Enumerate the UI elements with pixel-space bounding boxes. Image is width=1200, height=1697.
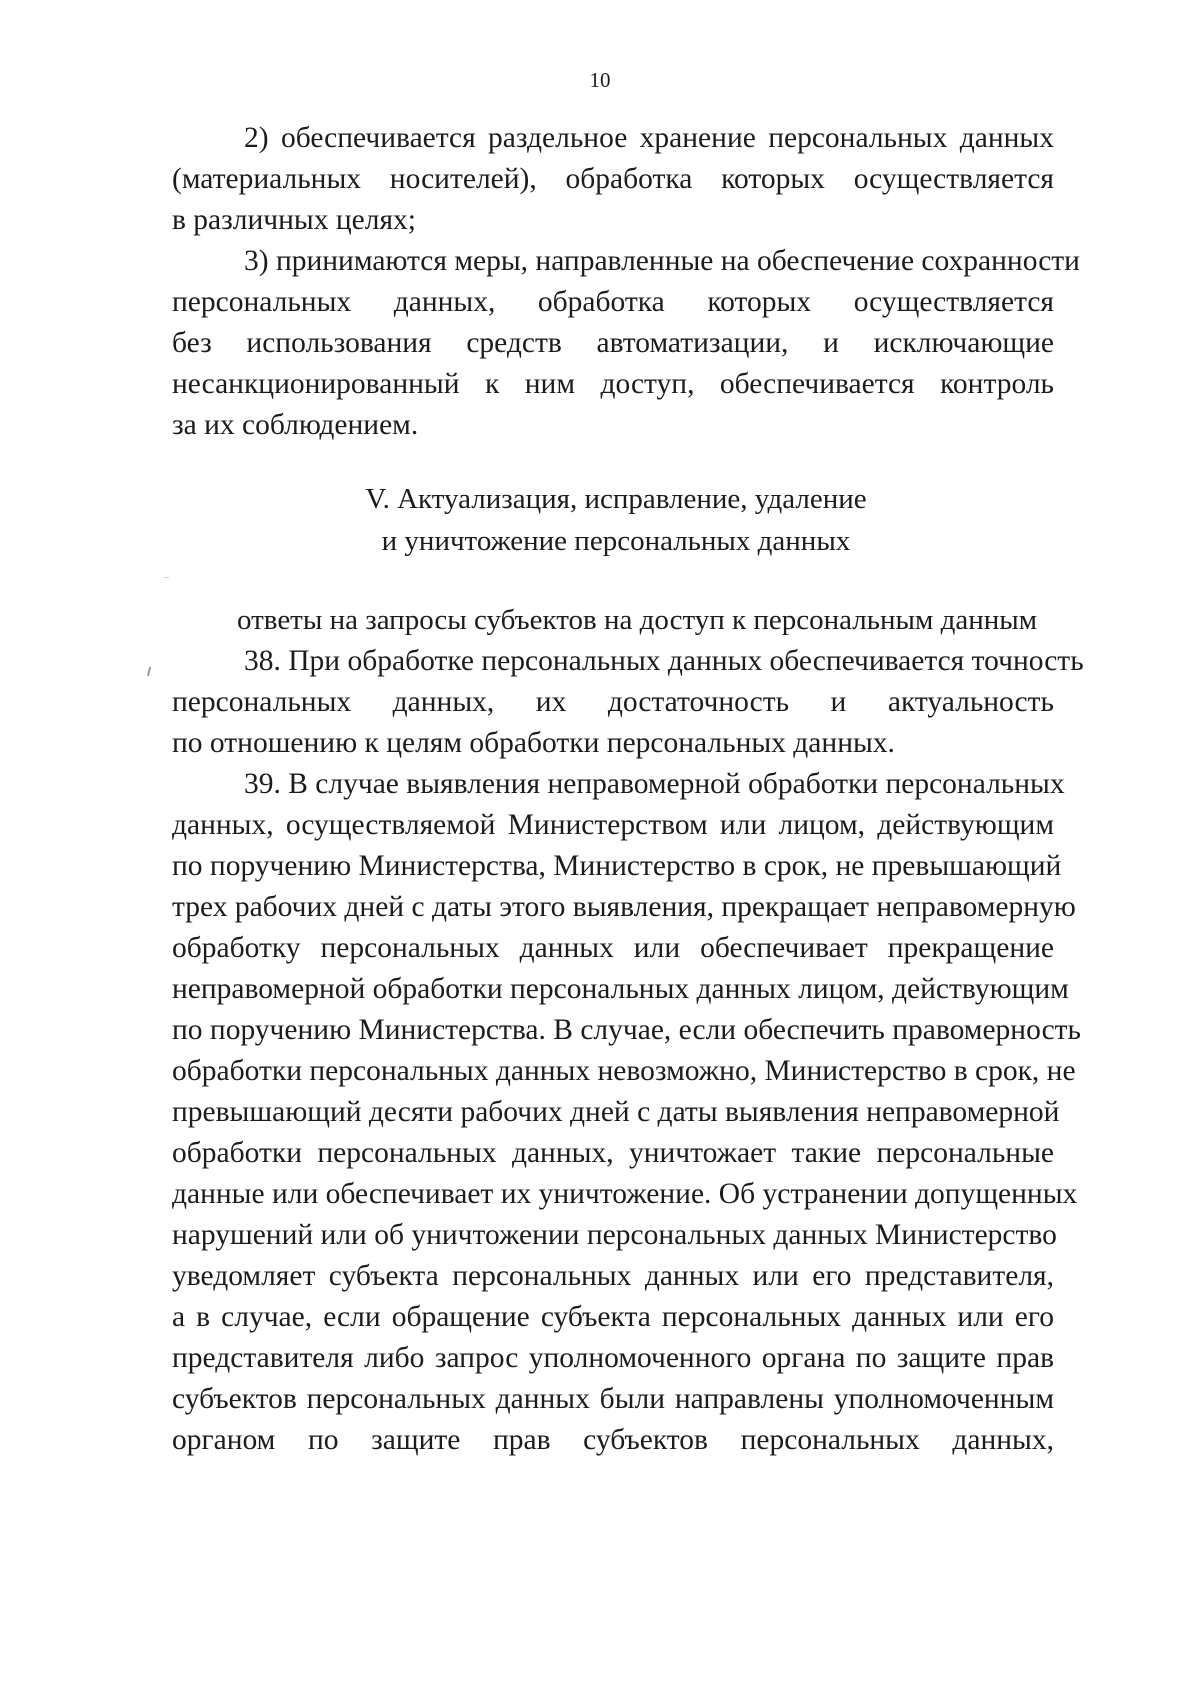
text-line: субъектов персональных данных были направлены уполномоченным	[172, 1383, 1054, 1415]
paragraph-39	[172, 764, 1082, 1461]
text-line: 3) принимаются меры, направленные на обеспечение сохранности	[244, 245, 1080, 277]
text-line: по поручению Министерства, Министерство в срок, не превышающий	[172, 850, 1062, 882]
text-line: данных, осуществляемой Министерством или лицом, действующим	[172, 809, 1054, 841]
text-line: 38. При обработке персональных данных обеспечивается точность	[244, 645, 1084, 677]
text-line: (материальных носителей), обработка которых осуществляется	[172, 163, 1054, 195]
text-line: несанкционированный к ним доступ, обеспечивается контроль	[172, 368, 1054, 400]
text-line: персональных данных, обработка которых осуществляется	[172, 286, 1054, 318]
section-heading	[0, 478, 1200, 562]
section-subheading: ответы на запросы субъектов на доступ к персональным данным	[237, 604, 1038, 636]
section-heading-line: V. Актуализация, исправление, удаление	[365, 483, 867, 515]
text-line: обработку персональных данных или обеспечивает прекращение	[172, 932, 1054, 964]
text-line: а в случае, если обращение субъекта персональных данных или его	[172, 1301, 1054, 1333]
text-line: 39. В случае выявления неправомерной обработки персональных	[244, 768, 1065, 800]
text-line: в различных целях;	[172, 204, 416, 236]
text-line: органом по защите прав субъектов персональных данных,	[172, 1424, 1054, 1456]
paragraph-3	[172, 241, 1080, 446]
text-line: трех рабочих дней с даты этого выявления, прекращает неправомерную	[172, 891, 1076, 923]
text-line: обработки персональных данных невозможно, Министерство в срок, не	[172, 1055, 1076, 1087]
scan-artifact	[147, 667, 151, 676]
text-line: представителя либо запрос уполномоченного органа по защите прав	[172, 1342, 1054, 1374]
text-line: 2) обеспечивается раздельное хранение персональных данных	[244, 122, 1054, 154]
text-line: по поручению Министерства. В случае, если обеспечить правомерность	[172, 1014, 1082, 1046]
text-line: превышающий десяти рабочих дней с даты выявления неправомерной	[172, 1096, 1060, 1128]
text-line: за их соблюдением.	[172, 409, 419, 441]
scan-artifact	[164, 577, 169, 578]
text-line: персональных данных, их достаточность и актуальность	[172, 686, 1054, 718]
page-number: 10	[589, 68, 611, 92]
paragraph-2	[172, 118, 1054, 241]
text-line: уведомляет субъекта персональных данных или его представителя,	[172, 1260, 1054, 1292]
text-line: обработки персональных данных, уничтожает такие персональные	[172, 1137, 1054, 1169]
paragraph-38	[172, 641, 1084, 764]
text-line: неправомерной обработки персональных данных лицом, действующим	[172, 973, 1069, 1005]
text-line: нарушений или об уничтожении персональных данных Министерство	[172, 1219, 1057, 1251]
text-line: по отношению к целям обработки персональных данных.	[172, 727, 895, 759]
text-block-top	[172, 118, 1080, 446]
text-line: данные или обеспечивает их уничтожение. Об устранении допущенных	[172, 1178, 1078, 1210]
text-block-bottom	[172, 641, 1084, 1461]
text-line: без использования средств автоматизации, и исключающие	[172, 327, 1054, 359]
section-heading-line: и уничтожение персональных данных	[381, 525, 851, 557]
